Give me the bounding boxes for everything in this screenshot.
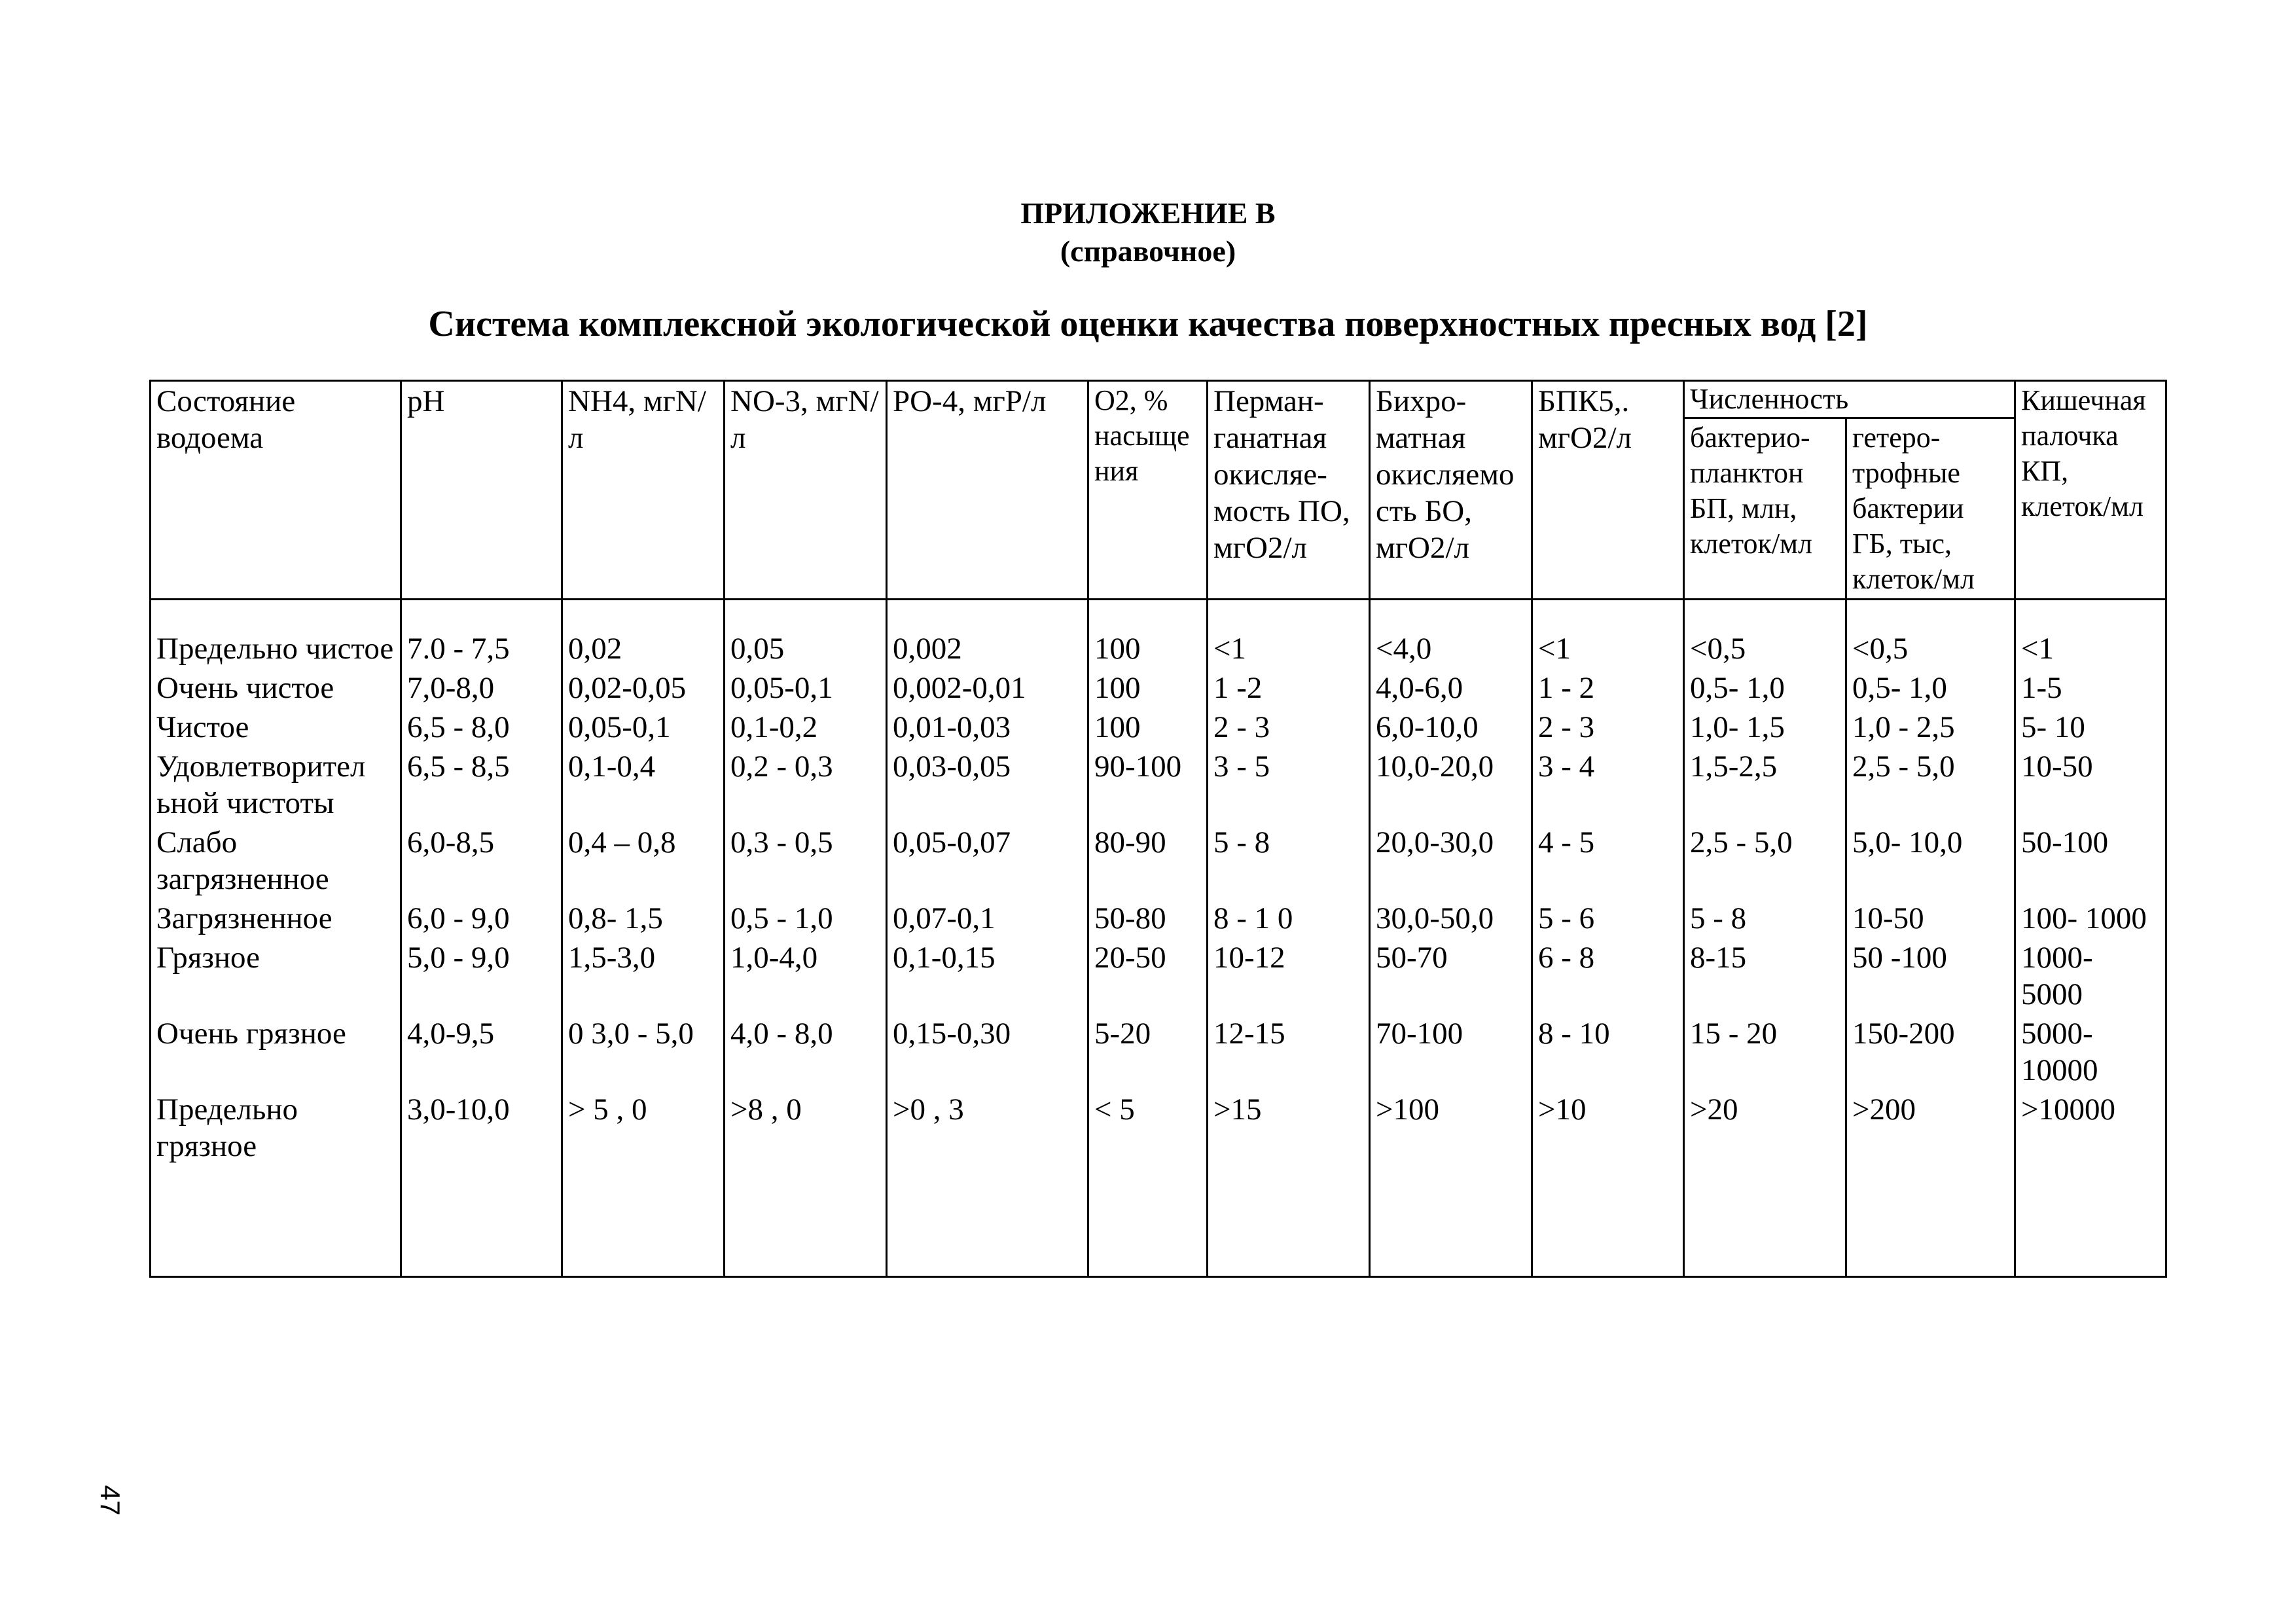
table-row [151, 747, 2166, 823]
header-no3: NO-3, мгN/л [725, 381, 887, 600]
table-cell: 50-80 [1088, 899, 1208, 938]
header-ph: pH [401, 381, 562, 600]
table-cell: >15 [1208, 1090, 1370, 1277]
table-body [151, 600, 2166, 1277]
table-cell: 100- 1000 [2015, 899, 2166, 938]
table-cell: 0,5- 1,0 [1684, 668, 1846, 708]
table-cell: 1-5 [2015, 668, 2166, 708]
table-cell: 0,5 - 1,0 [725, 899, 887, 938]
table-cell: < 5 [1088, 1090, 1208, 1277]
table-cell: 1,0-4,0 [725, 938, 887, 1014]
table-cell: 1,5-2,5 [1684, 747, 1846, 823]
table-cell: 5 - 6 [1532, 899, 1684, 938]
table-cell: 0,2 - 0,3 [725, 747, 887, 823]
table-cell: 6,0-8,5 [401, 823, 562, 899]
table-cell: 4,0-6,0 [1370, 668, 1532, 708]
table-cell: 5- 10 [2015, 708, 2166, 747]
table-cell: 1000- 5000 [2015, 938, 2166, 1014]
page-number: 47 [95, 1485, 126, 1516]
table-cell: >100 [1370, 1090, 1532, 1277]
table-row [151, 600, 2166, 669]
table-cell: 15 - 20 [1684, 1014, 1846, 1090]
table-cell: 0,002-0,01 [887, 668, 1088, 708]
header-kp: Кишечная палочка КП, клеток/мл [2015, 381, 2166, 600]
table-cell: 1,5-3,0 [562, 938, 725, 1014]
table-cell: 0,1-0,15 [887, 938, 1088, 1014]
table-cell: 3 - 5 [1208, 747, 1370, 823]
table-cell: 5-20 [1088, 1014, 1208, 1090]
table-cell: >200 [1846, 1090, 2015, 1277]
table-cell: <0,5 [1846, 600, 2015, 669]
table-cell: 5,0- 10,0 [1846, 823, 2015, 899]
table-cell: 6 - 8 [1532, 938, 1684, 1014]
table-cell: 5000- 10000 [2015, 1014, 2166, 1090]
table-cell: 0,1-0,2 [725, 708, 887, 747]
table-cell: 5 - 8 [1684, 899, 1846, 938]
table-cell: 10-50 [1846, 899, 2015, 938]
table-row [151, 823, 2166, 899]
table-cell: > 5 , 0 [562, 1090, 725, 1277]
table-cell: 100 [1088, 708, 1208, 747]
table-cell: 8-15 [1684, 938, 1846, 1014]
header-bo: Бихро- матная окисляемо сть БО, мгO2/л [1370, 381, 1532, 600]
row-label: Очень грязное [151, 1014, 401, 1090]
table-cell: 0 3,0 - 5,0 [562, 1014, 725, 1090]
table-cell: 80-90 [1088, 823, 1208, 899]
table-cell: 2 - 3 [1532, 708, 1684, 747]
table-cell: 0,05-0,1 [562, 708, 725, 747]
table-row [151, 1090, 2166, 1277]
table-cell: 8 - 10 [1532, 1014, 1684, 1090]
row-label: Удовлетворител ьной чистоты [151, 747, 401, 823]
table-cell: 1,0 - 2,5 [1846, 708, 2015, 747]
header-po: Перман- ганатная окисляе- мость ПО, мгO2/л [1208, 381, 1370, 600]
table-row [151, 708, 2166, 747]
table-cell: 5,0 - 9,0 [401, 938, 562, 1014]
row-label: Очень чистое [151, 668, 401, 708]
table-cell: 10-50 [2015, 747, 2166, 823]
row-label: Предельно чистое [151, 600, 401, 669]
table-cell: 150-200 [1846, 1014, 2015, 1090]
table-cell: 0,02 [562, 600, 725, 669]
header-o2: O2, % насыще ния [1088, 381, 1208, 600]
table-row [151, 938, 2166, 1014]
header-bpk: БПК5,. мгO2/л [1532, 381, 1684, 600]
table-row [151, 1014, 2166, 1090]
row-label: Слабо загрязненное [151, 823, 401, 899]
table-cell: 4 - 5 [1532, 823, 1684, 899]
table-cell: 50-100 [2015, 823, 2166, 899]
table-cell: 0,07-0,1 [887, 899, 1088, 938]
table-cell: 20-50 [1088, 938, 1208, 1014]
water-quality-table [149, 380, 2167, 1278]
table-cell: 0,05-0,07 [887, 823, 1088, 899]
table-cell: 0,1-0,4 [562, 747, 725, 823]
table-cell: 0,5- 1,0 [1846, 668, 2015, 708]
table-cell: 1 -2 [1208, 668, 1370, 708]
header-gb: гетеро- трофные бактерии ГБ, тыс, клеток/мл [1846, 418, 2015, 600]
table-cell: 1 - 2 [1532, 668, 1684, 708]
table-cell: 10-12 [1208, 938, 1370, 1014]
table-cell: 8 - 1 0 [1208, 899, 1370, 938]
header-count-group: Численность [1684, 381, 2015, 418]
table-cell: 100 [1088, 600, 1208, 669]
table-cell: 4,0-9,5 [401, 1014, 562, 1090]
table-row [151, 899, 2166, 938]
table-cell: 0,01-0,03 [887, 708, 1088, 747]
row-label: Загрязненное [151, 899, 401, 938]
table-cell: 0,05 [725, 600, 887, 669]
table-cell: 0,4 – 0,8 [562, 823, 725, 899]
table-cell: 3 - 4 [1532, 747, 1684, 823]
table-cell: 2,5 - 5,0 [1846, 747, 2015, 823]
appendix-title: ПРИЛОЖЕНИЕ В [1020, 196, 1276, 230]
header-bp: бактерио- планктон БП, млн, клеток/мл [1684, 418, 1846, 600]
table-cell: 50-70 [1370, 938, 1532, 1014]
table-cell: 0,8- 1,5 [562, 899, 725, 938]
table-cell: 30,0-50,0 [1370, 899, 1532, 938]
header-state: Состояние водоема [151, 381, 401, 600]
table-cell: 0,03-0,05 [887, 747, 1088, 823]
table-cell: >20 [1684, 1090, 1846, 1277]
header-po4: PO-4, мгP/л [887, 381, 1088, 600]
table-cell: 0,002 [887, 600, 1088, 669]
row-label: Предельно грязное [151, 1090, 401, 1277]
table-cell: 6,0-10,0 [1370, 708, 1532, 747]
table-cell: 2 - 3 [1208, 708, 1370, 747]
table-cell: 20,0-30,0 [1370, 823, 1532, 899]
table-cell: 0,15-0,30 [887, 1014, 1088, 1090]
table-cell: 6,5 - 8,5 [401, 747, 562, 823]
row-label: Грязное [151, 938, 401, 1014]
header-nh4: NH4, мгN/л [562, 381, 725, 600]
table-cell: <0,5 [1684, 600, 1846, 669]
table-cell: >10000 [2015, 1090, 2166, 1277]
table-cell: 4,0 - 8,0 [725, 1014, 887, 1090]
table-cell: 10,0-20,0 [1370, 747, 1532, 823]
table-cell: <1 [1208, 600, 1370, 669]
table-cell: 100 [1088, 668, 1208, 708]
table-cell: 70-100 [1370, 1014, 1532, 1090]
table-cell: 50 -100 [1846, 938, 2015, 1014]
table-cell: <1 [1532, 600, 1684, 669]
table-cell: >0 , 3 [887, 1090, 1088, 1277]
row-label: Чистое [151, 708, 401, 747]
appendix-subtitle: (справочное) [1060, 234, 1236, 268]
table-cell: 7.0 - 7,5 [401, 600, 562, 669]
table-cell: 0,3 - 0,5 [725, 823, 887, 899]
table-row [151, 668, 2166, 708]
table-cell: <4,0 [1370, 600, 1532, 669]
table-cell: >8 , 0 [725, 1090, 887, 1277]
table-cell: 7,0-8,0 [401, 668, 562, 708]
table-cell: 3,0-10,0 [401, 1090, 562, 1277]
table-cell: 0,02-0,05 [562, 668, 725, 708]
table-cell: 5 - 8 [1208, 823, 1370, 899]
table-cell: >10 [1532, 1090, 1684, 1277]
table-cell: 0,05-0,1 [725, 668, 887, 708]
table-cell: 90-100 [1088, 747, 1208, 823]
table-cell: 1,0- 1,5 [1684, 708, 1846, 747]
table-cell: 6,0 - 9,0 [401, 899, 562, 938]
table-cell: 12-15 [1208, 1014, 1370, 1090]
document-title: Система комплексной экологической оценки качества поверхностных пресных вод [2] [428, 304, 1868, 344]
table-cell: 6,5 - 8,0 [401, 708, 562, 747]
table-cell: <1 [2015, 600, 2166, 669]
table-cell: 2,5 - 5,0 [1684, 823, 1846, 899]
